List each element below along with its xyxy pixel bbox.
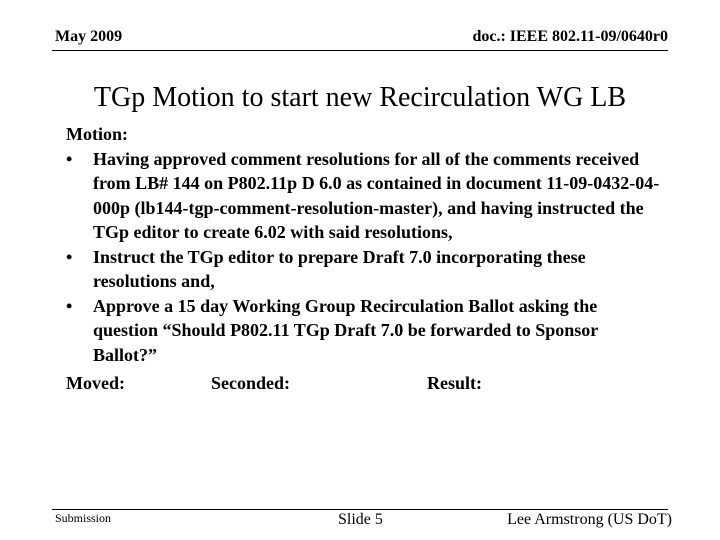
footer-divider bbox=[52, 509, 668, 510]
header-date: May 2009 bbox=[55, 28, 123, 45]
vote-moved-label: Moved: bbox=[66, 373, 125, 393]
bullet-icon: • bbox=[66, 148, 73, 169]
footer-submission: Submission bbox=[55, 511, 112, 525]
bullet-text: Having approved comment resolutions for all of the comments received from LB# 144 on P802.11p D 6.0 as contained in document 11-09-0432-04-000p (lb144-tgp-comment-resolution-master), and having instructed the TGp editor to create 6.02 with said resolutions, bbox=[93, 148, 660, 242]
bullet-icon: • bbox=[66, 295, 73, 316]
bullet-text: Approve a 15 day Working Group Recirculation Ballot asking the question “Should P802.11 TGp Draft 7.0 be forwarded to Sponsor Ballot?” bbox=[93, 295, 598, 365]
bullet-text: Instruct the TGp editor to prepare Draft 7.0 incorporating these resolutions and, bbox=[93, 246, 586, 291]
vote-row bbox=[66, 371, 666, 399]
bullet-item bbox=[66, 245, 666, 294]
slide-title: TGp Motion to start new Recirculation WG LB bbox=[93, 82, 627, 113]
header-divider bbox=[52, 50, 668, 51]
bullet-icon: • bbox=[66, 246, 73, 267]
bullet-item bbox=[66, 294, 666, 368]
footer-slide-number: Slide 5 bbox=[338, 511, 383, 528]
footer-author: Lee Armstrong (US DoT) bbox=[507, 511, 672, 528]
motion-label: Motion: bbox=[66, 124, 128, 144]
motion-bullet-list bbox=[66, 147, 666, 368]
vote-seconded-label: Seconded: bbox=[211, 373, 291, 393]
header-doc-id: doc.: IEEE 802.11-09/0640r0 bbox=[472, 28, 668, 45]
vote-result-label: Result: bbox=[427, 373, 482, 393]
bullet-item bbox=[66, 147, 666, 245]
slide-body bbox=[66, 122, 666, 399]
